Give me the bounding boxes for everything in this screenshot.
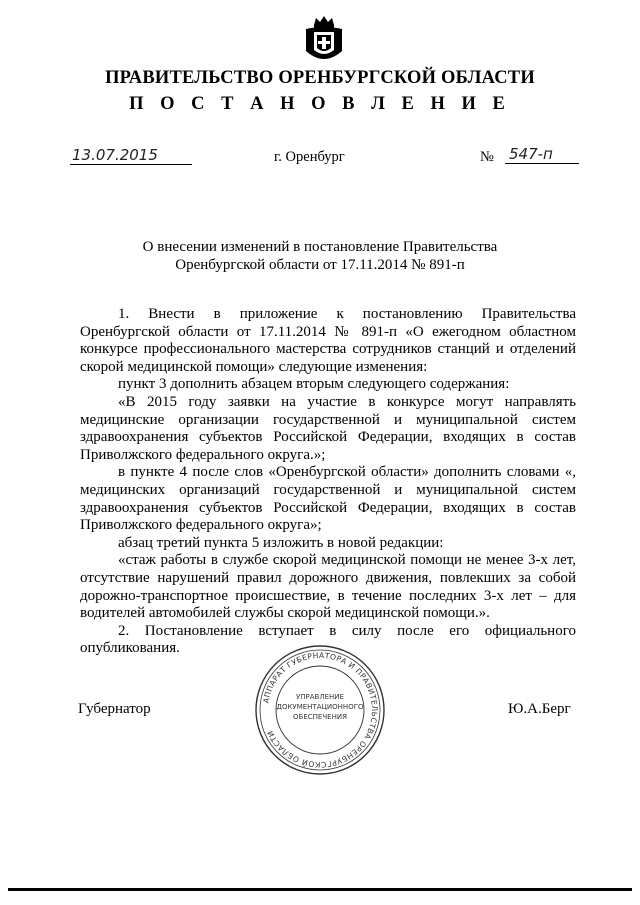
subject-line-1: О внесении изменений в постановление Правительства [142,239,498,255]
document-number-label: № [480,149,494,165]
body-paragraph: 1. Внести в приложение к постановлению Правительства Оренбургской области от 17.11.2014 № 891-п «О ежегодном областном конкурсе профессионального мастерства сотрудников станций и отделений скорой медицинской помощи» следующие изменения: [80,306,576,375]
organization-title: ПРАВИТЕЛЬСТВО ОРЕНБУРГСКОЙ ОБЛАСТИ [105,68,535,88]
stamp-line-2: ДОКУМЕНТАЦИОННОГО [276,703,364,711]
body-paragraph: «стаж работы в службе скорой медицинской помощи не менее 3-х лет, отсутствие нарушений правил дорожного движения, повлекших за собой дорожно-транспортное происшествие, в течение последних 3-х лет – для водителей автомобилей службы скорой медицинской помощи.». [80,552,576,622]
stamp-line-1: УПРАВЛЕНИЕ [296,693,344,701]
body-paragraph: 2. Постановление вступает в силу после его официального опубликования. [80,622,576,657]
official-stamp [253,643,387,777]
document-number: 547-п [505,146,579,164]
coat-of-arms-icon [302,15,346,65]
signer-position: Губернатор [78,701,151,717]
document-body [80,306,576,658]
body-paragraph: «В 2015 году заявки на участие в конкурсе могут направлять медицинские организации государственной и муниципальной систем здравоохранения субъектов Российской Федерации, входящих в состав Приволжского федерального округа.»; [80,393,576,463]
document-subject [100,238,540,274]
document-date: 13.07.2015 [70,147,192,165]
document-city: г. Оренбург [274,149,345,165]
stamp-line-3: ОБЕСПЕЧЕНИЯ [293,713,347,721]
body-paragraph: пункт 3 дополнить абзацем вторым следующего содержания: [118,376,510,393]
bottom-divider [8,888,632,891]
stamp-outer-text: АППАРАТ ГУБЕРНАТОРА И ПРАВИТЕЛЬСТВА ОРЕНБУРГСКОЙ ОБЛАСТИ [261,650,380,770]
document-type: П О С Т А Н О В Л Е Н И Е [129,94,511,114]
signer-name: Ю.А.Берг [508,701,571,717]
subject-line-2: Оренбургской области от 17.11.2014 № 891-п [175,257,465,273]
body-paragraph: абзац третий пункта 5 изложить в новой редакции: [118,534,444,551]
body-paragraph: в пункте 4 после слов «Оренбургской области» дополнить словами «, медицинских организаций государственной и муниципальной систем здравоохранения субъектов Российской Федерации, входящих в состав Приволжского федерального округа»; [80,464,576,534]
